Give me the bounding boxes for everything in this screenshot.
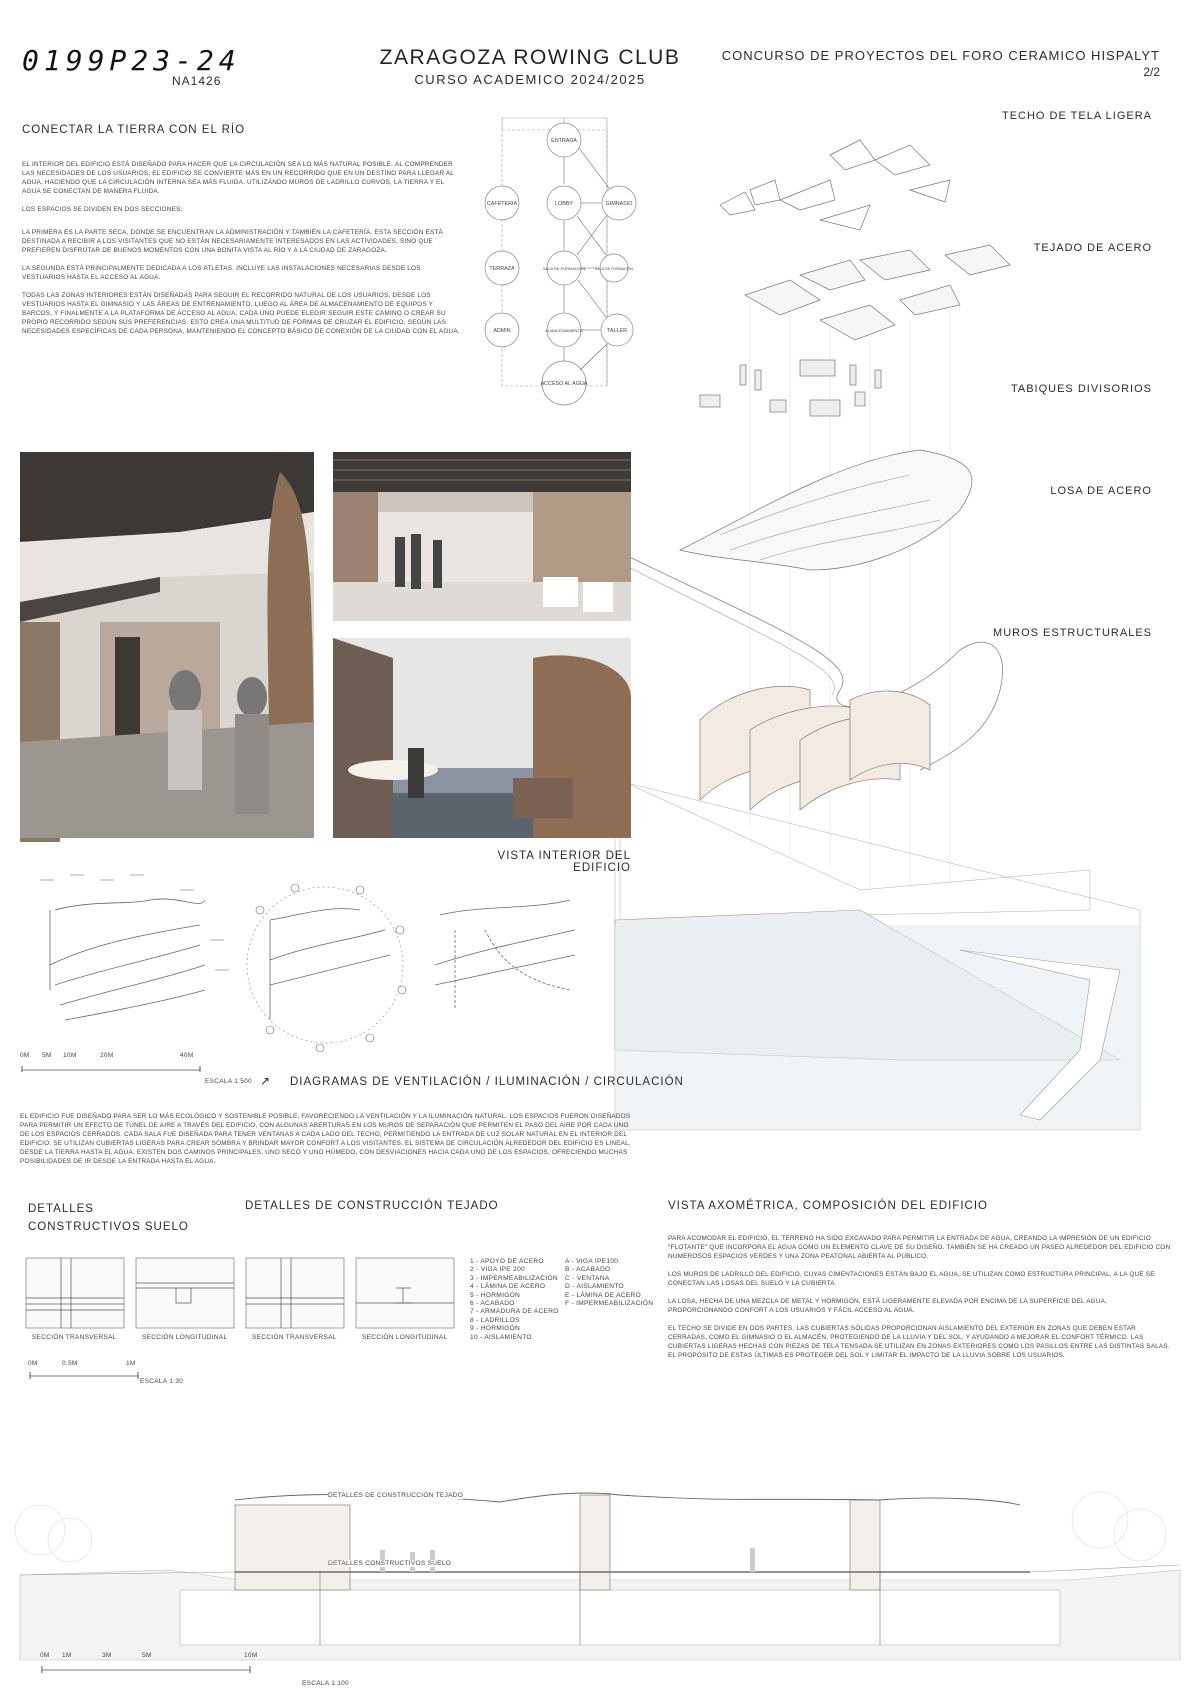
axo-label-techo: TECHO DE TELA LIGERA	[1001, 110, 1152, 122]
section-scale-3: 3M	[102, 1652, 112, 1659]
detail-scale-05: 0.5M	[62, 1360, 78, 1367]
detail-suelo-transversal	[26, 1258, 124, 1328]
flow-label-terraza: TERRAZA	[489, 266, 515, 272]
legend-item: 3 - IMPERMEABILIZACIÓN	[470, 1274, 558, 1282]
flow-label-sala1: SALA DE FORMACIÓN	[542, 266, 586, 271]
flow-label-admin: ADMIN	[493, 328, 511, 334]
flow-label-lobby: LOBBY	[555, 201, 573, 207]
legend-item: A - VIGA IPE100	[565, 1258, 619, 1265]
diagram-scale-10: 10M	[63, 1052, 77, 1059]
legend-item: 5 - HORMIGÓN	[470, 1291, 521, 1299]
section-scale-10: 10M	[244, 1652, 258, 1659]
north-arrow-icon: ↗	[260, 1074, 271, 1088]
project-code: 0199P23-24	[22, 44, 241, 77]
intro-text	[22, 160, 462, 345]
legend-item: F - IMPERMEABILIZACIÓN	[565, 1300, 654, 1308]
construction-detail-sections	[26, 1258, 456, 1330]
axo-paragraph: LOS MUROS DE LADRILLO DEL EDIFICIO, CUYAS CIMENTACIONES ESTÁN BAJO EL AGUA, SE UTILIZAN COMO ESTRUCTURA PRINCIPAL, A LA QUE SE CONECTAN LAS LOSAS DEL SUELO Y LA CUBIERTA.	[668, 1271, 1155, 1287]
caption-tejado-longitudinal: SECCIÓN LONGITUDINAL	[362, 1334, 448, 1341]
flow-label-sala2: SALA DE FORMACIÓN	[595, 267, 633, 271]
diagram-scale-0: 0M	[20, 1052, 30, 1059]
page-title: ZARAGOZA ROWING CLUB	[379, 46, 681, 69]
building-section	[20, 1420, 1180, 1660]
ventilation-diagram	[50, 899, 205, 1020]
legend-item: E - LÁMINA DE ACERO	[565, 1291, 642, 1299]
flow-label-almacen: ALMACENAMIENTO	[545, 328, 583, 333]
axo-paragraph: EL TECHO SE DIVIDE EN DOS PARTES. LAS CUBIERTAS SÓLIDAS PROPORCIONAN AISLAMIENTO DEL EXTERIOR EN ZONAS QUE DEBEN ESTAR CERRADAS, COMO EL GIMNASIO O EL ALMACÉN, PROTEGIENDO DE LA LLUVIA Y DEL SOL, Y AYUDANDO A MEJORAR EL CONFORT TÉRMICO. LAS CUBIERTAS LIGERAS HECHAS CON PIEZAS DE TELA TENSADA SE UTILIZAN EN ZONAS EXTERIORES COMO LOS PASILLOS ENTRE LAS DISTINTAS SALAS. EL PROPÓSITO DE ESTAS ÚLTIMAS ES PROTEGER DEL SOL Y LIMITAR EL IMPACTO DE LA LLUVIA SOBRE LOS USUARIOS.	[668, 1325, 1170, 1359]
contest-name: CONCURSO DE PROYECTOS DEL FORO CERAMICO HISPALYT	[721, 48, 1160, 63]
axo-text	[668, 1234, 1173, 1369]
detail-tejado-longitudinal	[356, 1258, 454, 1328]
detail-suelo-longitudinal	[136, 1258, 234, 1328]
diagram-scale-20: 20M	[100, 1052, 114, 1059]
flow-label-gimnasio: GIMNASIO	[605, 201, 633, 207]
legend-item: 8 - LADRILLOS	[470, 1316, 520, 1324]
circulation-diagram	[435, 900, 575, 1010]
details-suelo-title: DETALLES CONSTRUCTIVOS SUELO	[28, 1203, 189, 1233]
render-interior-walkway	[20, 452, 314, 838]
environmental-diagrams	[30, 870, 650, 1060]
diagram-scale-5: 5M	[42, 1052, 52, 1059]
detail-tejado-transversal	[246, 1258, 344, 1328]
detail-scale-0: 0M	[28, 1360, 38, 1367]
legend-item: 7 - ARMADURA DE ACERO	[470, 1308, 559, 1316]
flow-label-entrada: ENTRADA	[551, 138, 577, 144]
caption-suelo-transversal: SECCIÓN TRANSVERSAL	[32, 1334, 117, 1341]
legend-item: 2 - VIGA IPE 200	[470, 1266, 526, 1274]
structural-walls	[700, 686, 930, 810]
axo-paragraph: LA LOSA, HECHA DE UNA MEZCLA DE METAL Y HORMIGÓN, ESTÁ LIGERAMENTE ELEVADA POR ENCIMA DE LA SUPERFICIE DEL AGUA, PROPORCIONANDO CONFORT A LOS USUARIOS Y FÁCIL ACCESO AL AGUA.	[668, 1298, 1108, 1314]
diagram-scale-40: 40M	[180, 1052, 194, 1059]
circulation-flow-diagram	[484, 118, 633, 410]
lighting-diagram	[270, 909, 390, 1020]
render-water-access	[333, 638, 631, 838]
intro-paragraph: EL INTERIOR DEL EDIFICIO ESTÁ DISEÑADO PARA HACER QUE LA CIRCULACIÓN SEA LO MÁS NATURAL POSIBLE. AL COMPRENDER LAS NECESIDADES DE LOS USUARIOS, EL EDIFICIO SE CONVIERTE MÁS EN UN RECORRIDO QUE EN UN DESTINO PARA LLEGAR AL AGUA, HACIENDO QUE LA CIRCULACIÓN INTERNA SEA MÁS FLUIDA. UTILIZANDO MUROS DE LADRILLO CURVOS, LA TIERRA Y EL AGUA SE CONECTAN DE MANERA FLUIDA.	[22, 161, 454, 195]
legend-item: 4 - LÁMINA DE ACERO	[470, 1283, 546, 1291]
section-scale-0: 0M	[40, 1652, 50, 1659]
flow-label-cafeteria: CAFETERIA	[486, 201, 518, 207]
flow-label-acceso: ACCESO AL AGUA	[540, 381, 588, 387]
section-label-suelo: DETALLES CONSTRUCTIVOS SUELO	[328, 1560, 452, 1567]
section-scale-label: ESCALA 1:100	[302, 1680, 349, 1687]
legend-item: 1 - APOYO DE ACERO	[470, 1258, 544, 1265]
legend-item: 9 - HORMIGÓN	[470, 1325, 521, 1333]
detail-scale-bar	[28, 1368, 148, 1380]
diagram-scale-bar	[20, 1060, 220, 1074]
details-tejado-title: DETALLES DE CONSTRUCCIÓN TEJADO	[245, 1200, 499, 1212]
legend-item: D - AISLAMIENTO	[565, 1283, 624, 1291]
exploded-axonometric	[660, 130, 1180, 1160]
axo-label-tejado: TEJADO DE ACERO	[1033, 242, 1152, 254]
render-cafeteria	[333, 452, 631, 621]
intro-paragraph: TODAS LAS ZONAS INTERIORES ESTÁN DISEÑADAS PARA SEGUIR EL RECORRIDO NATURAL DE LOS USUARIOS, DESDE LOS VESTUARIOS HASTA EL GIMNASIO Y LAS ÁREAS DE ENTRENAMIENTO, LUEGO AL ÁREA DE ALMACENAMIENTO DE EQUIPOS Y BARCOS, Y FINALMENTE A LA PLATAFORMA DE ACCESO AL AGUA. CADA UNO PUEDE ELEGIR SEGUIR ESTE CAMINO O CREAR SU PROPIO RECORRIDO SEGÚN SUS PREFERENCIAS. ESTO CREA UNA MULTITUD DE FORMAS DE CRUZAR EL EDIFICIO, SEGÚN LAS NECESIDADES ESPECÍFICAS DE CADA PERSONA, MANTENIENDO EL CONCEPTO BÁSICO DE CONEXIÓN DE LA CIUDAD CON EL AGUA.	[22, 292, 460, 335]
project-id: NA1426	[172, 74, 222, 88]
axo-label-losa: LOSA DE ACERO	[1050, 485, 1152, 497]
axo-label-tabiques: TABIQUES DIVISORIOS	[1010, 383, 1152, 395]
section-scale-5: 5M	[142, 1652, 152, 1659]
flow-label-taller: TALLER	[607, 328, 627, 334]
diagrams-text: EL EDIFICIO FUE DISEÑADO PARA SER LO MÁS ECOLÓGICO Y SOSTENIBLE POSIBLE, FAVORECIENDO LA VENTILACIÓN Y LA ILUMINACIÓN NATURAL. LOS ESPACIOS FUERON DISEÑADOS PARA PERMITIR UN EFECTO DE TÚNEL DE AIRE A TRAVÉS DEL EDIFICIO, CON ALGUNAS ABERTURAS EN LOS MUROS DE SEPARACIÓN QUE PERMITEN EL PASO DEL AIRE POR CADA UNO DE LOS ESPACIOS CERRADOS. CADA SALA FUE DISEÑADA PARA TENER VENTANAS A CADA LADO DEL TECHO, PERMITIENDO LA ENTRADA DE LUZ SOLAR NATURAL EN EL INTERIOR DEL EDIFICIO. SE UTILIZAN CUBIERTAS LIGERAS PARA CREAR SOMBRA Y BRINDAR MAYOR CONFORT A LOS VISITANTES. EL SISTEMA DE CIRCULACIÓN ALREDEDOR DEL EDIFICIO ES LINEAL, DESDE LA TIERRA HASTA EL AGUA. EXISTEN DOS CAMINOS PRINCIPALES, UNO SECO Y UNO HÚMEDO, CON DESVIACIONES HACIA CADA UNO DE LOS ESPACIOS, OFRECIENDO MUCHAS POSIBILIDADES DE IR DESDE LA ENTRADA HASTA EL AGUA.	[20, 1113, 631, 1165]
partition-wall	[740, 365, 746, 385]
intro-heading: CONECTAR LA TIERRA CON EL RÍO	[22, 124, 246, 136]
axo-paragraph: PARA ACOMODAR EL EDIFICIO, EL TERRENO HA SIDO EXCAVADO PARA PERMITIR LA ENTRADA DE AGUA, CREANDO LA IMPRESIÓN DE UN EDIFICIO "FLOTANTE" QUE INCORPORA EL AGUA COMO UN ELEMENTO CLAVE DE SU DISEÑO. TAMBIÉN SE HA CREADO UN PASEO ALREDEDOR DEL EDIFICIO CON NUMEROSOS ESPACIOS VERDES Y UNA ZONA PEATONAL ABIERTA AL PÚBLICO.	[668, 1235, 1171, 1260]
steel-roof-panel	[745, 280, 820, 315]
section-scale-bar	[40, 1662, 260, 1674]
intro-paragraph: LA PRIMERA ES LA PARTE SECA, DONDE SE ENCUENTRAN LA ADMINISTRACIÓN Y TAMBIÉN LA CAFETERÍA. ESTA SECCIÓN ESTÁ DESTINADA A RECIBIR A LOS VISITANTES QUE NO ESTÁN NECESARIAMENTE INTERESADOS EN LAS ACTIVIDADES, SINO QUE PREFIEREN DISFRUTAR DE BUENOS MOMENTOS CON UNA BONITA VISTA AL RÍO Y A LA CIUDAD DE ZARAGOZA.	[22, 229, 443, 254]
legend-item: B - ACABADO	[565, 1266, 611, 1274]
legend-numbers	[470, 1258, 570, 1342]
diagram-scale-label: ESCALA 1:500	[205, 1078, 252, 1085]
intro-paragraph: LOS ESPACIOS SE DIVIDEN EN DOS SECCIONES:	[22, 206, 183, 213]
legend-item: 6 - ACABADO	[470, 1300, 515, 1308]
page-number: 2/2	[1143, 65, 1160, 79]
section-label-tejado: DETALLES DE CONSTRUCCIÓN TEJADO	[328, 1492, 464, 1499]
axo-label-muros: MUROS ESTRUCTURALES	[993, 627, 1152, 639]
fabric-panel	[830, 140, 875, 170]
caption-suelo-longitudinal: SECCIÓN LONGITUDINAL	[142, 1334, 228, 1341]
page-subtitle: CURSO ACADEMICO 2024/2025	[414, 72, 646, 87]
detail-scale-label: ESCALA 1:30	[140, 1378, 184, 1385]
detail-scale-1: 1M	[126, 1360, 136, 1367]
steel-slab	[680, 450, 972, 570]
legend-item: 10 - AISLAMIENTO	[470, 1333, 532, 1341]
legend-item: C - VENTANA	[565, 1274, 610, 1282]
renders-caption: VISTA INTERIOR DEL EDIFICIO	[497, 850, 631, 874]
section-brick-wall	[235, 1505, 350, 1590]
diagrams-title: DIAGRAMAS DE VENTILACIÓN / ILUMINACIÓN / CIRCULACIÓN	[290, 1076, 684, 1088]
intro-paragraph: LA SEGUNDA ESTÁ PRINCIPALMENTE DEDICADA A LOS ATLETAS. INCLUYE LAS INSTALACIONES NECESARIAS DESDE LOS VESTUARIOS HASTA EL ACCESO AL AGUA.	[22, 265, 421, 281]
legend-letters	[565, 1258, 665, 1308]
axo-title: VISTA AXOMÉTRICA, COMPOSICIÓN DEL EDIFICIO	[668, 1200, 988, 1212]
caption-tejado-transversal: SECCIÓN TRANSVERSAL	[252, 1334, 337, 1341]
section-scale-1: 1M	[62, 1652, 72, 1659]
